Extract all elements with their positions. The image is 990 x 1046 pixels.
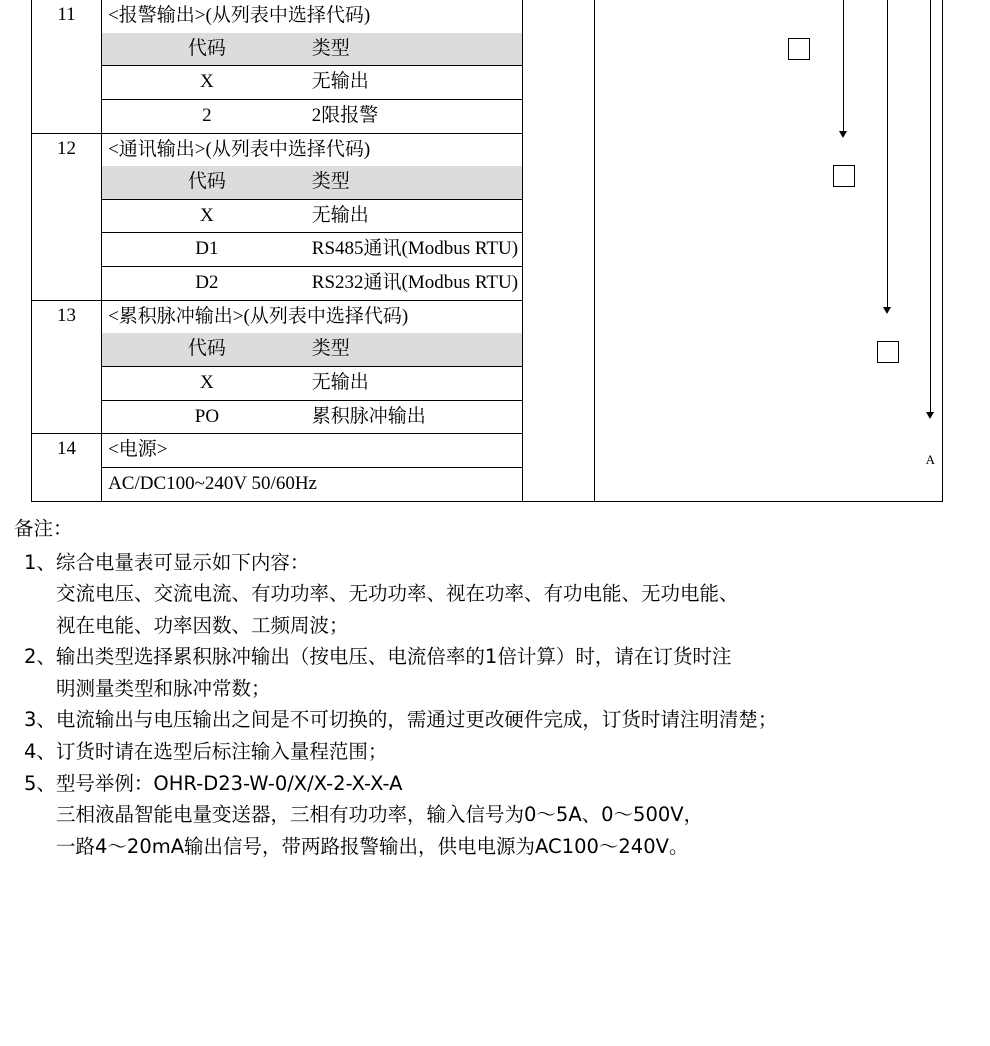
spacer-column	[522, 0, 594, 501]
code-diagram	[594, 0, 942, 501]
option-code: D1	[102, 233, 312, 267]
note-subline: 交流电压、交流电流、有功功率、无功功率、视在功率、有功电能、无功电能、	[56, 582, 739, 606]
row-title: <累积脉冲输出>(从列表中选择代码)	[108, 305, 409, 327]
row-content	[102, 133, 522, 300]
note-item-5	[14, 768, 979, 863]
option-code: X	[102, 199, 312, 233]
arrow-icon	[883, 307, 891, 314]
note-item-4	[14, 736, 979, 768]
note-subline: 三相液晶智能电量变送器，三相有功功率，输入信号为0～5A、0～500V，	[56, 803, 704, 827]
note-line	[24, 736, 979, 768]
col-header-code: 代码	[102, 33, 312, 66]
note-marker: 4、	[24, 740, 56, 764]
row-number: 13	[32, 300, 102, 434]
connector-line	[930, 0, 931, 416]
note-line	[24, 547, 979, 579]
option-type: 无输出	[312, 199, 522, 233]
note-text: 输出类型选择累积脉冲输出（按电压、电流倍率的1倍计算）时，请在订货时注	[55, 645, 732, 669]
option-type: 无输出	[312, 66, 522, 100]
connector-line	[843, 0, 844, 135]
code-box-pulse	[877, 341, 899, 363]
option-code: X	[102, 66, 312, 100]
note-item-1	[14, 547, 979, 642]
note-marker: 1、	[24, 550, 56, 574]
row-number: 12	[32, 133, 102, 300]
col-header-type: 类型	[312, 166, 522, 199]
row-title: <报警输出>(从列表中选择代码)	[108, 5, 371, 26]
option-type: RS485通讯(Modbus RTU)	[312, 233, 522, 267]
note-item-2	[14, 641, 979, 704]
note-subline: 视在电能、功率因数、工频周波；	[56, 613, 349, 637]
note-subline: 明测量类型和脉冲常数；	[56, 676, 271, 700]
option-code: PO	[102, 400, 312, 433]
note-subline: 一路4～20mA输出信号，带两路报警输出，供电电源为AC100～240V。	[56, 834, 689, 858]
col-header-code: 代码	[102, 333, 312, 366]
note-line	[24, 641, 979, 673]
arrow-icon	[839, 131, 847, 138]
col-header-type: 类型	[312, 33, 522, 66]
option-code: 2	[102, 99, 312, 132]
note-item-3	[14, 704, 979, 736]
row-number: 14	[32, 434, 102, 501]
col-header-type: 类型	[312, 333, 522, 366]
option-code: D2	[102, 267, 312, 300]
note-text: 订货时请在选型后标注输入量程范围；	[55, 740, 388, 764]
table-row	[32, 0, 943, 133]
connector-line	[887, 0, 888, 311]
power-code-label: A	[925, 452, 935, 467]
note-marker: 2、	[24, 645, 56, 669]
note-marker: 5、	[24, 771, 56, 795]
option-type: 2限报警	[312, 99, 522, 132]
arrow-icon	[926, 412, 934, 419]
model-code-table	[31, 0, 943, 502]
notes-section	[14, 513, 979, 862]
row-content	[102, 0, 522, 133]
row-title: <通讯输出>(从列表中选择代码)	[108, 138, 371, 160]
code-box-alarm	[788, 38, 810, 60]
option-type: 无输出	[312, 367, 522, 401]
option-type: 累积脉冲输出	[312, 400, 522, 433]
row-content	[102, 300, 522, 434]
note-line	[24, 704, 979, 736]
col-header-code: 代码	[102, 166, 312, 199]
option-type: AC/DC100~240V 50/60Hz	[102, 467, 521, 500]
row-number: 11	[32, 0, 102, 133]
code-box-comm	[833, 165, 855, 187]
option-type: RS232通讯(Modbus RTU)	[312, 267, 522, 300]
note-line	[24, 768, 979, 800]
row-title: <电源>	[108, 439, 168, 461]
note-text: 综合电量表可显示如下内容：	[55, 550, 310, 574]
note-text: 型号举例：OHR-D23-W-0/X/X-2-X-X-A	[55, 771, 403, 795]
note-marker: 3、	[24, 708, 56, 732]
row-content	[102, 434, 522, 501]
notes-heading: 备注：	[14, 517, 73, 540]
note-text: 电流输出与电压输出之间是不可切换的，需通过更改硬件完成，订货时请注明清楚；	[55, 708, 778, 732]
option-code: X	[102, 367, 312, 401]
